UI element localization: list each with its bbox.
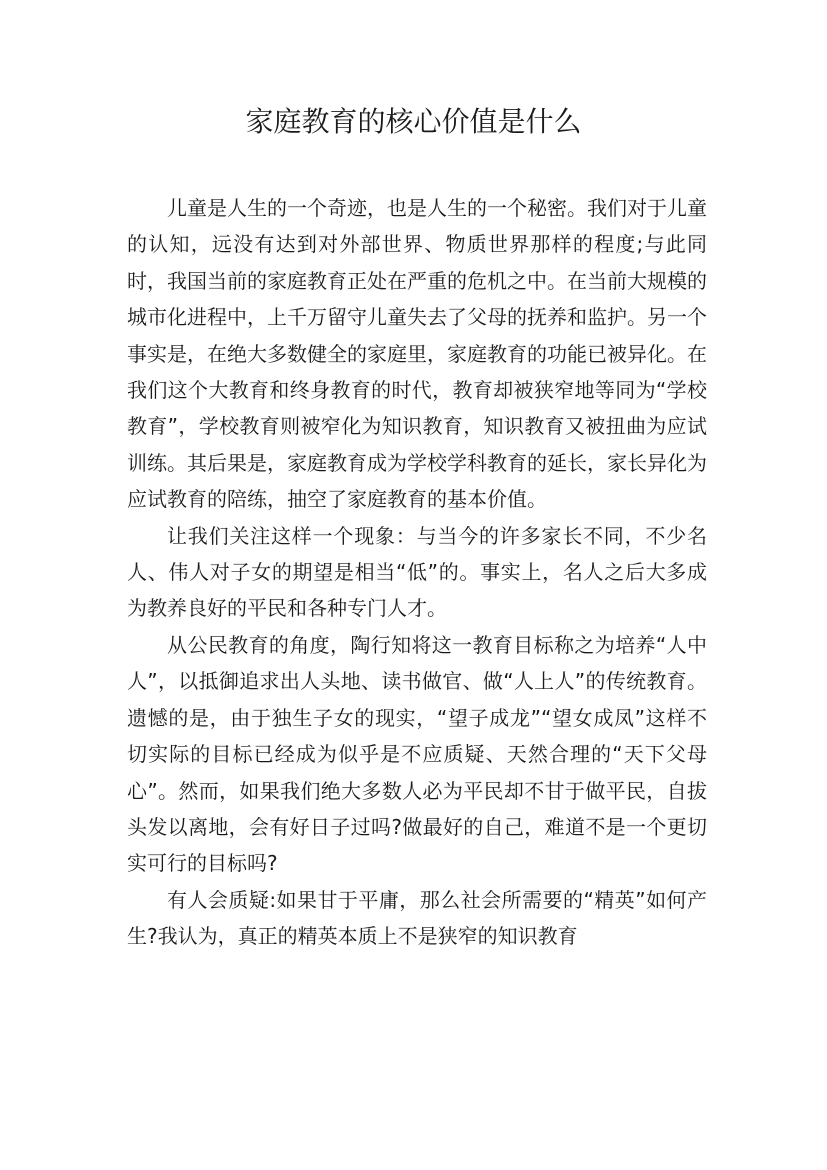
paragraph: 有人会质疑:如果甘于平庸，那么社会所需要的“精英”如何产生?我认为，真正的精英本质上不是狭窄的知识教育 — [127, 887, 707, 949]
paragraph: 从公民教育的角度，陶行知将这一教育目标称之为培养“人中人”，以抵御追求出人头地、读书做官、做“人上人”的传统教育。遗憾的是，由于独生子女的现实，“望子成龙”“望女成凤”这样不切实际的目标已经成为似乎是不应质疑、天然合理的“天下父母心”。然而，如果我们绝大多数人必为平民却不甘于做平民，自拔头发以离地，会有好日子过吗?做最好的自己，难道不是一个更切实可行的目标吗? — [127, 632, 707, 876]
document-title: 家庭教育的核心价值是什么 — [245, 105, 582, 138]
paragraph: 儿童是人生的一个奇迹，也是人生的一个秘密。我们对于儿童的认知，远没有达到对外部世界、物质世界那样的程度;与此同时，我国当前的家庭教育正处在严重的危机之中。在当前大规模的城市化进程中，上千万留守儿童失去了父母的抚养和监护。另一个事实是，在绝大多数健全的家庭里，家庭教育的功能已被异化。在我们这个大教育和终身教育的时代，教育却被狭窄地等同为“学校教育”，学校教育则被窄化为知识教育，知识教育又被扭曲为应试训练。其后果是，家庭教育成为学校学科教育的延长，家长异化为应试教育的陪练，抽空了家庭教育的基本价值。 — [127, 196, 707, 512]
paragraph: 让我们关注这样一个现象：与当今的许多家长不同，不少名人、伟人对子女的期望是相当“低”的。事实上，名人之后大多成为教养良好的平民和各种专门人才。 — [127, 523, 707, 621]
document-body — [127, 190, 707, 955]
